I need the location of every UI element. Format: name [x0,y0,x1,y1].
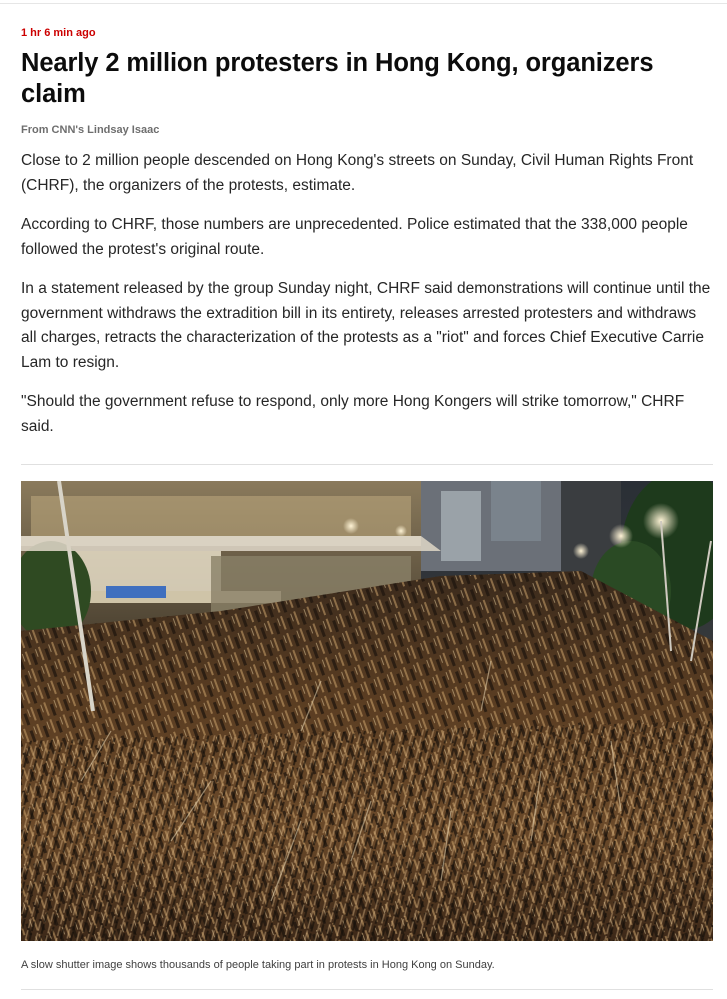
body-paragraph: Close to 2 million people descended on Hong Kong's streets on Sunday, Civil Human Rights Front (CHRF), the organizers of the protests, estimate. [21,152,694,194]
protest-photo[interactable] [21,481,713,941]
post-headline: Nearly 2 million protesters in Hong Kong, organizers claim [21,49,654,108]
body-paragraph: In a statement released by the group Sunday night, CHRF said demonstrations will continue until the government withdraws the extradition bill in its entirety, releases arrested protesters and withdraws all charges, retracts the characterization of the protests as a "riot" and forces Chief Executive Carrie Lam to resign. [21,280,711,371]
body-paragraph: "Should the government refuse to respond, only more Hong Kongers will strike tomorrow," CHRF said. [21,393,685,435]
body-paragraph: According to CHRF, those numbers are unprecedented. Police estimated that the 338,000 people followed the protest's original route. [21,216,688,258]
section-divider [21,989,713,990]
post-byline: From CNN's Lindsay Isaac [21,124,160,136]
post-body [21,149,713,439]
top-rule [0,3,727,4]
section-divider [21,464,713,465]
post-timestamp: 1 hr 6 min ago [21,27,96,39]
photo-caption: A slow shutter image shows thousands of people taking part in protests in Hong Kong on Sunday. [21,959,495,971]
live-update-post [21,26,713,454]
